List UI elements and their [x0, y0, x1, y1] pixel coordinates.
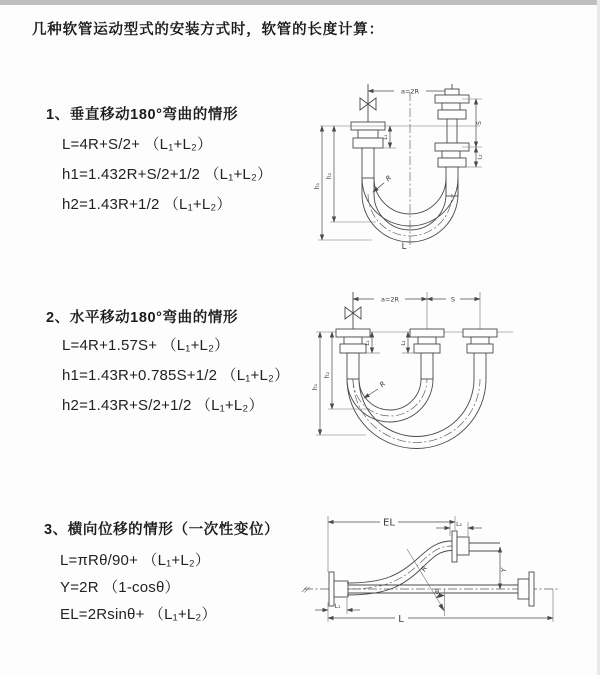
valve-icon — [345, 292, 361, 329]
radius-callout — [364, 380, 387, 398]
section3-heading: 3、横向位移的情形（一次性变位） — [44, 522, 280, 538]
radius-label: R — [384, 173, 394, 184]
upper-flange-fitting — [452, 531, 500, 562]
dim-label-h1: h₁ — [312, 383, 319, 391]
page-title: 几种软管运动型式的安装方式时，软管的长度计算： — [32, 22, 384, 38]
right-pipe-fittings — [435, 84, 469, 196]
diagram-lateral-displacement — [300, 502, 592, 644]
l2-dimension — [436, 521, 482, 536]
radius-label: R — [419, 564, 430, 574]
section3-formula-L: L=πRθ/90+ （L₁+L₂） — [60, 552, 211, 569]
y-dimension — [500, 547, 508, 589]
top-dimension-a2r-s — [353, 292, 480, 329]
braided-hose-hatch — [362, 148, 374, 178]
valve-icon — [360, 84, 376, 122]
section2-heading: 2、水平移动180°弯曲的情形 — [46, 310, 239, 326]
dim-label-a2r: a=2R — [380, 295, 400, 304]
l1-dimension — [315, 598, 360, 614]
dim-label-l1: L₁ — [334, 603, 341, 610]
section1-formula-h1: h1=1.432R+S/2+1/2 （L₁+L₂） — [62, 166, 273, 183]
dim-label-s: S — [450, 295, 456, 304]
dim-label-y: Y — [500, 567, 508, 573]
dim-label-l1: L₁ — [365, 340, 371, 346]
section3-formula-EL: EL=2Rsinθ+ （L₁+L₂） — [60, 606, 217, 623]
dim-label-l2: L₂ — [401, 340, 407, 346]
section2-formula-h1: h1=1.43R+0.785S+1/2 （L₁+L₂） — [62, 367, 290, 384]
diagram-vertical-180-bend — [310, 76, 562, 252]
dim-label-el: EL — [383, 517, 395, 529]
top-dimension-a2r — [368, 88, 452, 96]
section3-formula-Y: Y=2R （1-cosθ） — [60, 579, 180, 596]
dim-label-h1: h₁ — [314, 182, 321, 190]
braided-hose-hatch — [347, 353, 359, 379]
radius-and-angle — [407, 549, 445, 616]
dim-label-h2: h₂ — [324, 371, 331, 379]
u-bend-hoses — [347, 379, 486, 449]
dim-label-l2: L₂ — [456, 521, 462, 528]
theta-label: θ — [435, 588, 439, 596]
s-curve-hose — [347, 541, 452, 595]
left-flange-fitting — [336, 329, 370, 379]
radius-label: R — [378, 379, 388, 390]
middle-flange-fitting — [410, 329, 444, 379]
section1-formula-L: L=4R+S/2+ （L₁+L₂） — [62, 136, 213, 153]
section1-formula-h2: h2=1.43R+1/2 （L₁+L₂） — [62, 196, 232, 213]
left-flange-fitting — [351, 122, 385, 178]
length-label: L — [401, 242, 407, 252]
right-flange-fitting — [518, 572, 534, 606]
section2-formula-h2: h2=1.43R+S/2+1/2 （L₁+L₂） — [62, 397, 264, 414]
length-label: L — [398, 614, 404, 625]
section2-formula-L: L=4R+1.57S+ （L₁+L₂） — [62, 337, 230, 354]
left-flange-fitting — [329, 572, 348, 606]
el-dimension — [328, 516, 455, 572]
dim-label-l2: L₂ — [477, 154, 484, 160]
dim-label-s: S — [476, 121, 483, 125]
dim-label-l1: L₁ — [383, 134, 389, 140]
braided-hose-hatch — [421, 353, 433, 379]
diagram-horizontal-180-bend — [308, 283, 575, 457]
scan-edge-bottom — [0, 0, 600, 5]
right-flange-fitting — [463, 329, 497, 379]
dim-label-h2: h₂ — [326, 172, 333, 180]
dim-label-a2r: a=2R — [400, 87, 420, 96]
right-dimensions — [460, 99, 484, 167]
radius-callout — [373, 174, 393, 192]
fitting-length-dimensions — [365, 332, 416, 353]
section1-heading: 1、垂直移动180°弯曲的情形 — [46, 107, 239, 123]
